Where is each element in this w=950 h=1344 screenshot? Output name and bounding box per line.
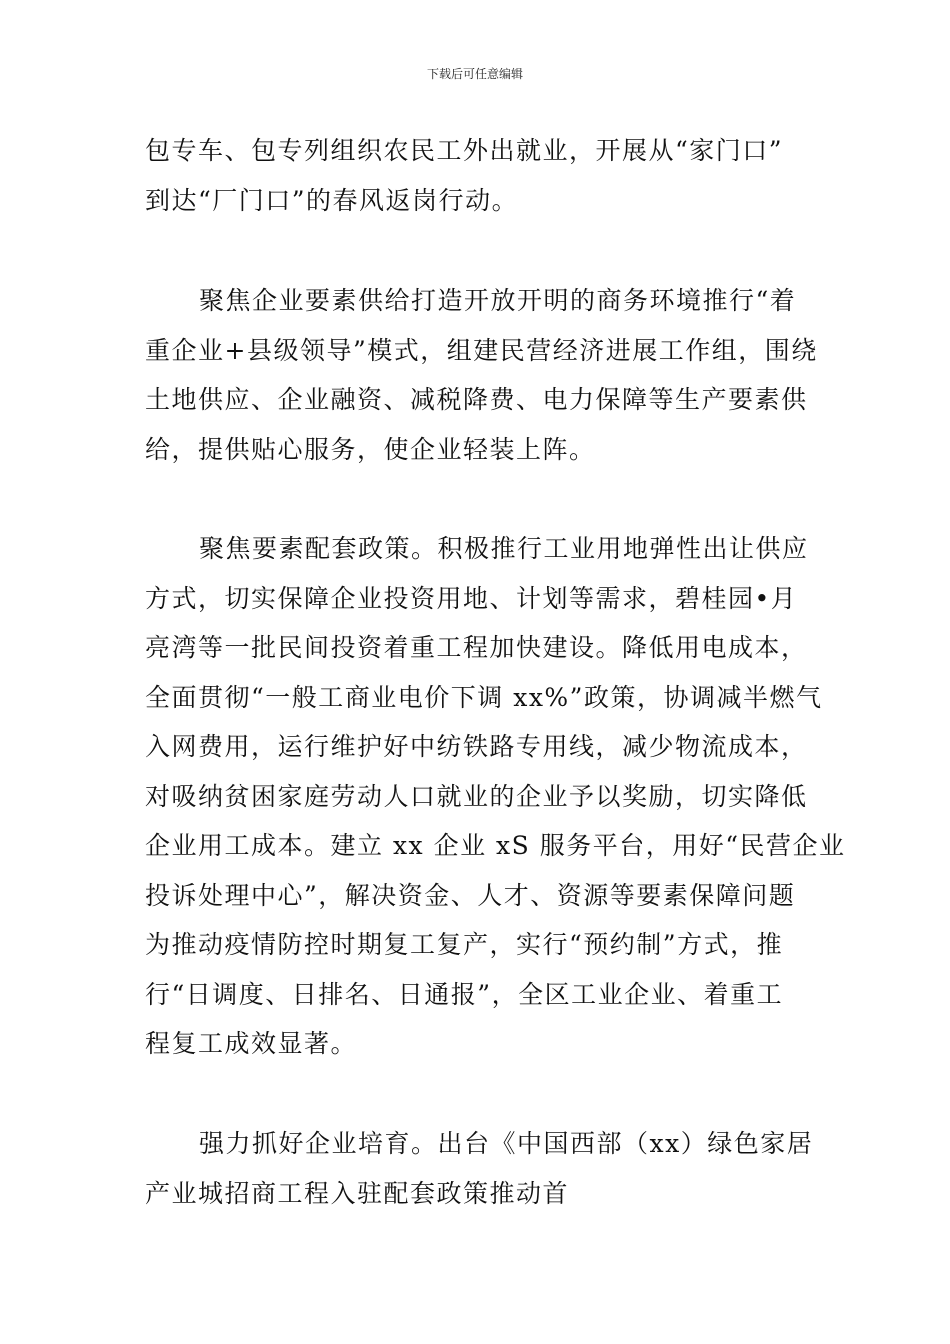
paragraph-line: 重企业+县级领导”模式，组建民营经济进展工作组，围绕 bbox=[145, 335, 818, 365]
paragraph-line: 对吸纳贫困家庭劳动人口就业的企业予以奖励，切实降低 bbox=[145, 781, 808, 811]
page-header: 下载后可任意编辑 bbox=[426, 67, 523, 81]
paragraph-line: 到达“厂门口”的春风返岗行动。 bbox=[145, 185, 519, 215]
paragraph-line: 土地供应、企业融资、减税降费、电力保障等生产要素供 bbox=[145, 385, 808, 414]
paragraph-line: 企业用工成本。建立 xx 企业 xS 服务平台，用好“民营企业 bbox=[145, 831, 846, 860]
paragraph-line: 聚焦企业要素供给打造开放开明的商务环境推行“着 bbox=[199, 286, 797, 315]
paragraph-3 bbox=[145, 524, 846, 1069]
paragraph-line: 投诉处理中心”，解决资金、人才、资源等要素保障问题 bbox=[145, 880, 796, 910]
paragraph-line: 入网费用，运行维护好中纺铁路专用线，减少物流成本， bbox=[145, 732, 808, 761]
paragraph-line: 包专车、包专列组织农民工外出就业，开展从“家门口” bbox=[145, 136, 784, 165]
paragraph-line: 聚焦要素配套政策。积极推行工业用地弹性出让供应 bbox=[199, 534, 809, 563]
paragraph-4 bbox=[145, 1119, 814, 1218]
paragraph-line: 方式，切实保障企业投资用地、计划等需求，碧桂园•月 bbox=[145, 583, 798, 613]
paragraph-line: 给，提供贴心服务，使企业轻装上阵。 bbox=[145, 434, 596, 464]
paragraph-line: 行“日调度、日排名、日通报”，全区工业企业、着重工 bbox=[145, 979, 784, 1009]
paragraph-line: 产业城招商工程入驻配套政策推动首 bbox=[145, 1178, 570, 1208]
paragraph-line: 亮湾等一批民间投资着重工程加快建设。降低用电成本， bbox=[145, 633, 808, 662]
paragraph-line: 为推动疫情防控时期复工复产，实行“预约制”方式，推 bbox=[145, 930, 784, 959]
paragraph-line: 全面贯彻“一般工商业电价下调 xx%”政策，协调减半燃气 bbox=[145, 682, 823, 712]
paragraph-line: 强力抓好企业培育。出台《中国西部（xx）绿色家居 bbox=[199, 1129, 814, 1158]
paragraph-1 bbox=[145, 126, 810, 225]
paragraph-line: 程复工成效显著。 bbox=[145, 1029, 358, 1058]
paragraph-2 bbox=[145, 276, 818, 474]
